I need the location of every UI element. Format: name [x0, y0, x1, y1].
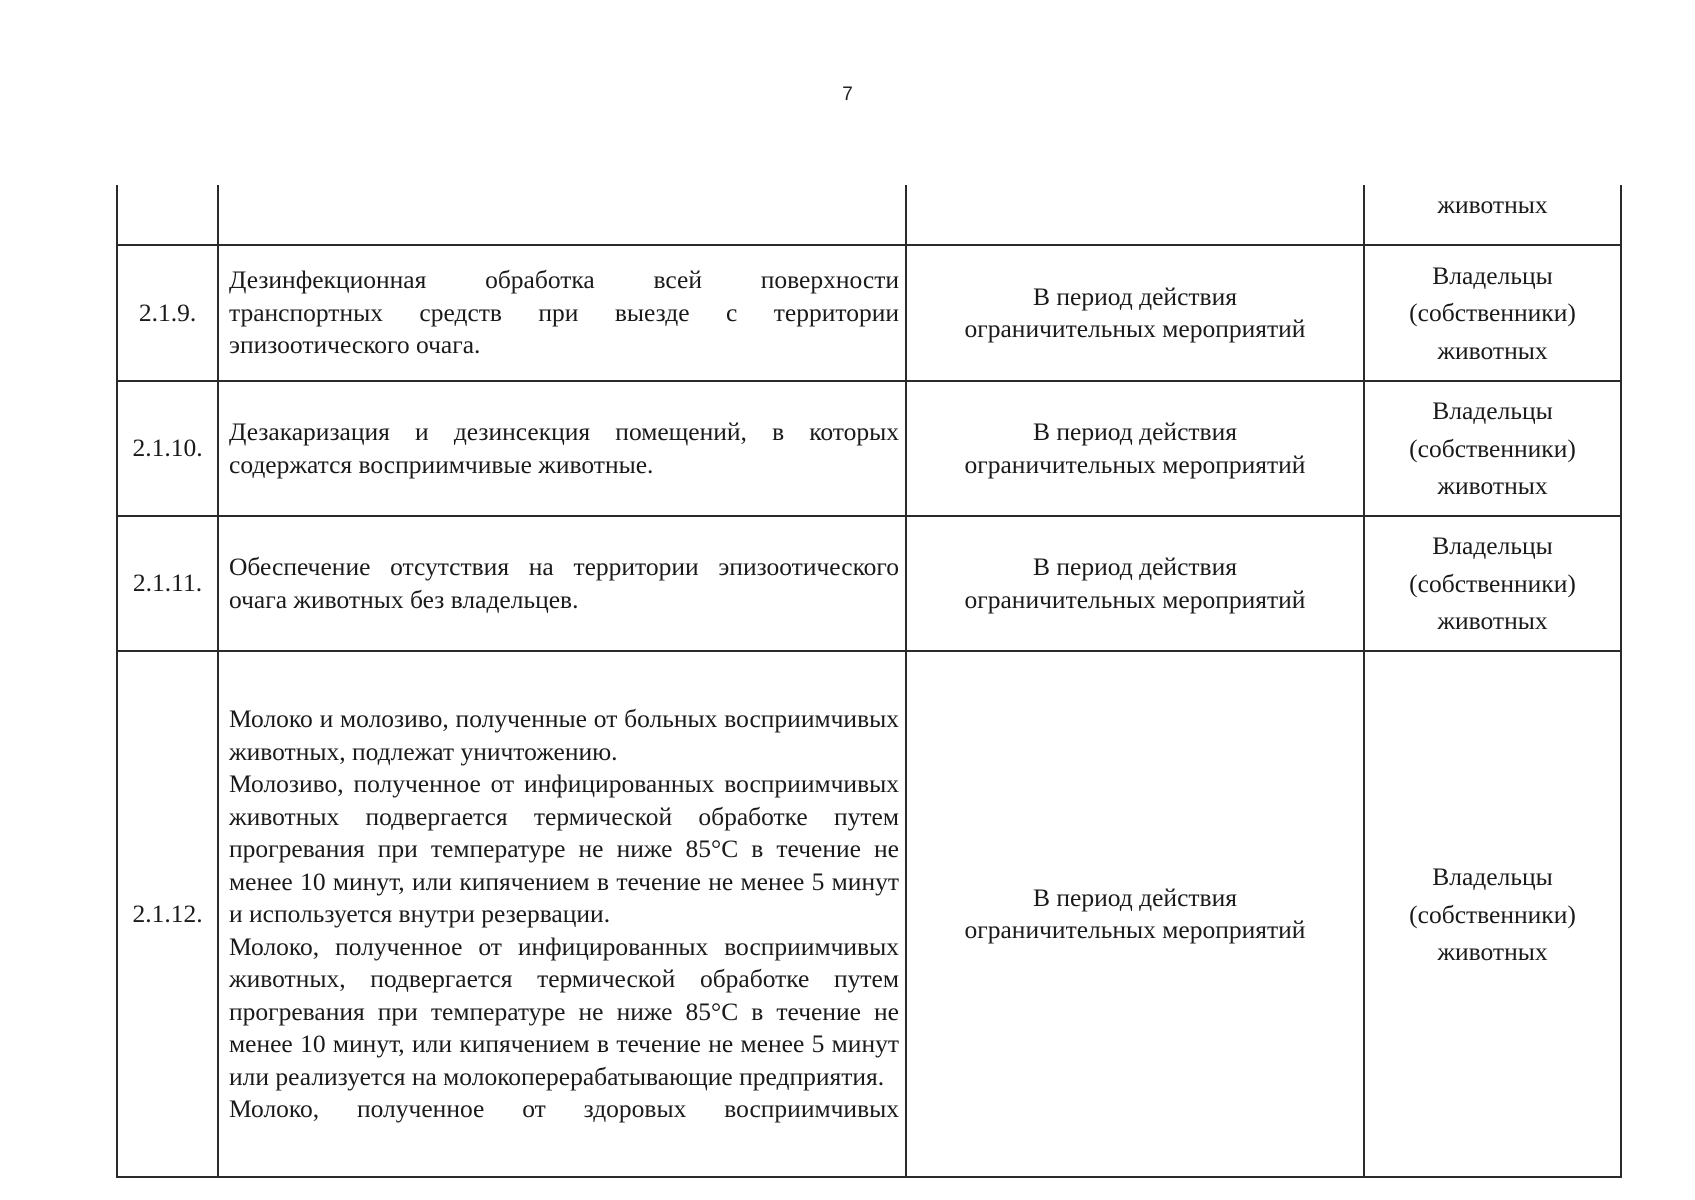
description-paragraph: Молоко, полученное от инфицированных восприимчивых животных, подвергается термической обработке путем прогревания при температуре не ниже 85°С в течение не менее 10 минут, или кипячением в течение не менее 5 минут или реализуется на молокоперерабатывающие предприятия. — [229, 931, 899, 1091]
responsible-line: Владельцы — [1432, 862, 1553, 892]
responsible-cell — [1364, 185, 1621, 245]
number-cell: 2.1.11. — [117, 516, 218, 651]
description-cell — [218, 245, 906, 381]
responsible-line: Владельцы — [1432, 396, 1553, 426]
table-row-2-1-11 — [117, 516, 1621, 651]
responsible-line: животных — [1437, 937, 1548, 967]
responsible-line: Владельцы — [1432, 531, 1553, 561]
table-row-2-1-9 — [117, 245, 1621, 381]
number-cell — [117, 185, 218, 245]
responsible-cell — [1364, 245, 1621, 381]
responsible-cell — [1364, 651, 1621, 1177]
period-cell — [906, 185, 1364, 245]
number-cell: 2.1.10. — [117, 381, 218, 516]
period-cell — [906, 245, 1364, 381]
description-text: Обеспечение отсутствия на территории эпизоотического очага животных без владельцев. — [229, 552, 899, 614]
number-cell: 2.1.9. — [117, 245, 218, 381]
period-cell — [906, 516, 1364, 651]
description-paragraph: Молозиво, полученное от инфицированных восприимчивых животных подвергается термической обработке путем прогревания при температуре не ниже 85°С в течение не менее 10 минут, или кипячением в течение не менее 5 минут и используется внутри резервации. — [229, 769, 899, 929]
number-cell: 2.1.12. — [117, 651, 218, 1177]
description-cell — [218, 185, 906, 245]
description-text: Дезакаризация и дезинсекция помещений, в которых содержатся восприимчивые животные. — [229, 417, 899, 479]
table-row-2-1-10 — [117, 381, 1621, 516]
responsible-line: (собственники) — [1409, 433, 1576, 463]
period-line: В период действия — [1033, 552, 1237, 581]
description-paragraph: Молоко, полученное от здоровых восприимчивых — [229, 1094, 899, 1124]
period-line: ограничительных мероприятий — [964, 584, 1306, 614]
responsible-line: (собственники) — [1409, 298, 1576, 328]
responsible-line: животных — [1437, 606, 1548, 636]
description-paragraph: Молоко и молозиво, полученные от больных восприимчивых животных, подлежат уничтожению. — [229, 704, 899, 766]
period-line: ограничительных мероприятий — [964, 314, 1306, 343]
period-cell — [906, 651, 1364, 1177]
measures-table — [116, 185, 1622, 1178]
period-line: ограничительных мероприятий — [964, 449, 1306, 479]
responsible-line: (собственники) — [1409, 568, 1576, 598]
responsible-line: животных — [1437, 190, 1548, 219]
description-cell — [218, 516, 906, 651]
responsible-line: Владельцы — [1432, 260, 1553, 290]
description-text: Дезинфекционная обработка всей поверхности транспортных средств при выезде с территории эпизоотического очага. — [229, 265, 899, 360]
responsible-cell — [1364, 381, 1621, 516]
page-number: 7 — [842, 84, 853, 105]
table-row-continuation — [117, 185, 1621, 245]
responsible-line: животных — [1437, 335, 1548, 365]
period-line: В период действия — [1033, 281, 1237, 311]
responsible-line: животных — [1437, 471, 1548, 501]
responsible-line: (собственники) — [1409, 899, 1576, 929]
period-line: ограничительных мероприятий — [964, 915, 1306, 944]
description-cell — [218, 651, 906, 1177]
period-line: В период действия — [1033, 882, 1237, 912]
period-line: В период действия — [1033, 417, 1237, 446]
description-cell — [218, 381, 906, 516]
table-row-2-1-12 — [117, 651, 1621, 1177]
responsible-cell — [1364, 516, 1621, 651]
period-cell — [906, 381, 1364, 516]
